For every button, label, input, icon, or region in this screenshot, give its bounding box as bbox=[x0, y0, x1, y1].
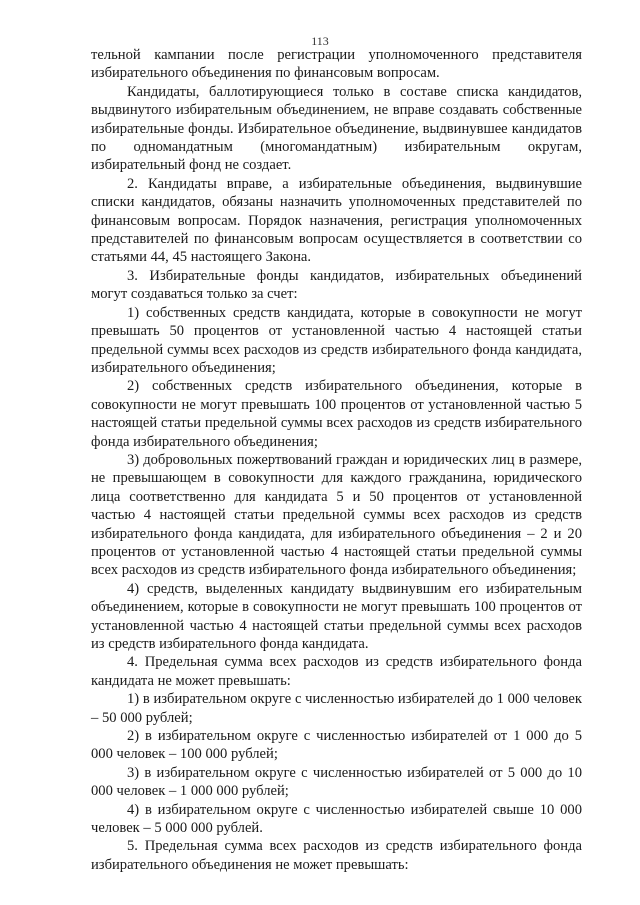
list-item: 2) в избирательном округе с численностью избирателей от 1 000 до 5 000 человек – 100 000 рублей; bbox=[91, 728, 582, 763]
page-number: 113 bbox=[311, 34, 329, 48]
paragraph: 5. Предельная сумма всех расходов из средств избирательного фонда избирательного объединения не может превышать: bbox=[91, 838, 582, 873]
paragraph: тельной кампании после регистрации уполномоченного представителя избирательного объединения по финансовым вопросам. bbox=[91, 47, 582, 82]
list-item: 2) собственных средств избирательного объединения, которые в совокупности не могут превышать 100 процентов от установленной частью 5 настоящей статьи предельной суммы всех расходов из средств избирательного фонда избирательного объединения; bbox=[91, 378, 582, 450]
list-item: 4) в избирательном округе с численностью избирателей свыше 10 000 человек – 5 000 000 рублей. bbox=[91, 801, 582, 837]
list-item: 1) собственных средств кандидата, которые в совокупности не могут превышать 50 процентов от установленной частью 4 настоящей статьи предельной суммы всех расходов из средств избирательного фонда кандидата, избирательного объединения; bbox=[91, 304, 582, 376]
paragraph: 4. Предельная сумма всех расходов из средств избирательного фонда кандидата не может превышать: bbox=[91, 654, 582, 689]
paragraph: 2. Кандидаты вправе, а избирательные объединения, выдвинувшие списки кандидатов, обязаны назначить уполномоченных представителей по финансовым вопросам. Порядок назначения, регистрация уполномоченных представителей по финансовым вопросам осуществляется в соответствии со статьями 44, 45 настоящего Закона. bbox=[91, 175, 582, 266]
list-item: 4) средств, выделенных кандидату выдвинувшим его избирательным объединением, которые в совокупности не могут превышать 100 процентов от установленной частью 4 настоящей статьи предельной суммы всех расходов из средств избирательного фонда кандидата. bbox=[91, 580, 582, 652]
paragraph: Кандидаты, баллотирующиеся только в составе списка кандидатов, выдвинутого избирательным объединением, не вправе создавать собственные избирательные фонды. Избирательное объединение, выдвинувшее кандидатов по одномандатным (многомандатным) избирательным округам, избирательный фонд не создает. bbox=[91, 83, 582, 174]
paragraph: 3. Избирательные фонды кандидатов, избирательных объединений могут создаваться только за счет: bbox=[91, 267, 582, 303]
document-body bbox=[91, 46, 582, 874]
list-item: 1) в избирательном округе с численностью избирателей до 1 000 человек – 50 000 рублей; bbox=[91, 691, 582, 726]
list-item: 3) в избирательном округе с численностью избирателей от 5 000 до 10 000 человек – 1 000 000 рублей; bbox=[91, 764, 582, 800]
list-item: 3) добровольных пожертвований граждан и юридических лиц в размере, не превышающем в совокупности для каждого гражданина, юридического лица соответственно для кандидата 5 и 50 процентов от установленной частью 4 настоящей статьи предельной суммы всех расходов из средств избирательного фонда кандидата, для избирательного объединения – 2 и 20 процентов от установленной частью 4 настоящей статьи предельной суммы всех расходов из средств избирательного фонда избирательного объединения; bbox=[91, 451, 582, 579]
